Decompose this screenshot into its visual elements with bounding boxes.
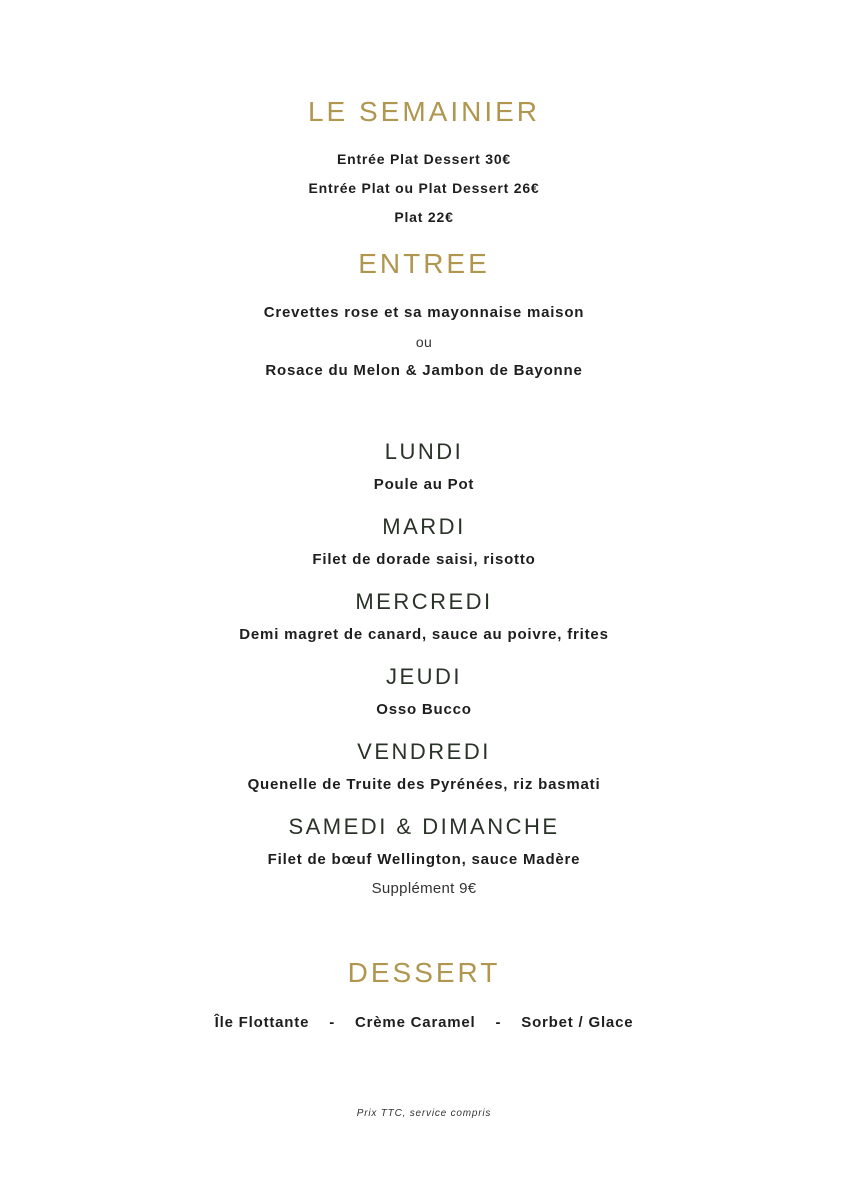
weekend-supplement: Supplément 9€ bbox=[371, 880, 477, 897]
dessert-item-ile-flottante: Île Flottante bbox=[214, 1014, 310, 1031]
day-dish-lundi: Poule au Pot bbox=[373, 476, 475, 493]
day-dish-jeudi: Osso Bucco bbox=[376, 701, 472, 718]
formula-entree-plat-dessert: Entrée Plat Dessert 30€ bbox=[336, 151, 512, 167]
day-title-jeudi: JEUDI bbox=[385, 664, 463, 689]
day-title-vendredi: VENDREDI bbox=[357, 739, 491, 764]
dessert-list bbox=[0, 1015, 848, 1030]
dessert-item-sorbet-glace: Sorbet / Glace bbox=[521, 1014, 634, 1031]
entree-option-2: Rosace du Melon & Jambon de Bayonne bbox=[265, 362, 583, 379]
dessert-separator: - bbox=[495, 1014, 502, 1031]
formula-plat: Plat 22€ bbox=[394, 209, 454, 225]
day-dish-vendredi: Quenelle de Truite des Pyrénées, riz basmati bbox=[247, 776, 601, 793]
day-title-mardi: MARDI bbox=[382, 514, 466, 539]
dessert-item-creme-caramel: Crème Caramel bbox=[355, 1014, 476, 1031]
day-title-lundi: LUNDI bbox=[384, 439, 464, 464]
semainier-title: LE SEMAINIER bbox=[307, 96, 541, 127]
entree-option-1: Crevettes rose et sa mayonnaise maison bbox=[263, 304, 585, 321]
day-title-mercredi: MERCREDI bbox=[355, 589, 493, 614]
day-dish-mardi: Filet de dorade saisi, risotto bbox=[312, 551, 536, 568]
formula-entree-plat-or-plat-dessert: Entrée Plat ou Plat Dessert 26€ bbox=[308, 180, 540, 196]
entree-separator: ou bbox=[415, 334, 433, 350]
entree-title: ENTREE bbox=[358, 248, 490, 279]
dessert-separator: - bbox=[329, 1014, 336, 1031]
dessert-title: DESSERT bbox=[347, 957, 501, 988]
day-title-samedi-dimanche: SAMEDI & DIMANCHE bbox=[288, 814, 560, 839]
day-dish-mercredi: Demi magret de canard, sauce au poivre, frites bbox=[239, 626, 609, 643]
price-footnote: Prix TTC, service compris bbox=[356, 1108, 492, 1119]
day-dish-samedi-dimanche: Filet de bœuf Wellington, sauce Madère bbox=[267, 851, 581, 868]
